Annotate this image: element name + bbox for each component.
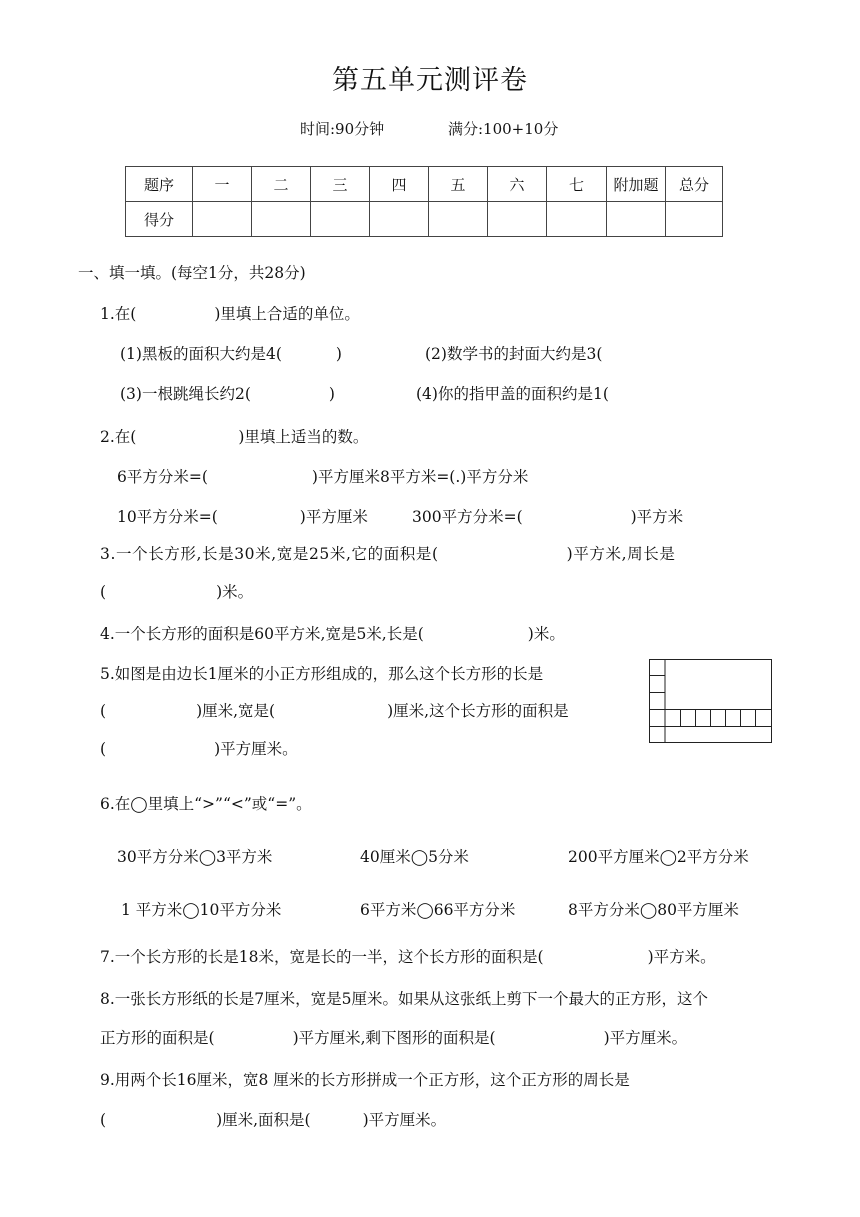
- question-text: 9.用两个长16厘米，宽8 厘米的长方形拼成一个正方形，这个正方形的周长是: [100, 1071, 630, 1089]
- question-text: )米。: [216, 583, 254, 601]
- question-text: (: [100, 583, 107, 601]
- question-3: [100, 542, 675, 564]
- score-cell[interactable]: [370, 202, 429, 237]
- compare-item[interactable]: 6平方米◯66平方分米: [360, 901, 516, 919]
- question-text: (4)你的指甲盖的面积约是1(: [416, 385, 609, 403]
- table-cell: 四: [370, 167, 429, 202]
- compare-item[interactable]: 30平方分米◯3平方米: [117, 848, 273, 866]
- compare-item[interactable]: 8平方分米◯80平方厘米: [568, 901, 739, 919]
- question-text: 7.一个长方形的长是18米，宽是长的一半，这个长方形的面积是(: [100, 948, 544, 966]
- question-text: 3.一个长方形,长是30米,宽是25米,它的面积是(: [100, 545, 439, 563]
- question-text: ): [335, 345, 342, 363]
- question-8-line-2: [100, 1026, 687, 1048]
- compare-item[interactable]: 200平方厘米◯2平方分米: [568, 848, 749, 866]
- table-cell: 五: [429, 167, 488, 202]
- score-cell[interactable]: [252, 202, 311, 237]
- question-6: [100, 792, 312, 814]
- question-1-item-2: [425, 342, 602, 364]
- score-cell[interactable]: [666, 202, 723, 237]
- page-title: 第五单元测评卷: [332, 65, 528, 96]
- question-text: )米。: [527, 625, 565, 643]
- table-cell: 七: [547, 167, 607, 202]
- compare-item[interactable]: 40厘米◯5分米: [360, 848, 469, 866]
- table-cell: 附加题: [607, 167, 666, 202]
- score-cell[interactable]: [429, 202, 488, 237]
- compare-item[interactable]: 1 平方米◯10平方分米: [121, 901, 282, 919]
- question-9-line-2: [100, 1108, 446, 1130]
- question-text: (2)数学书的封面大约是3(: [425, 345, 603, 363]
- question-9: [100, 1068, 630, 1090]
- question-text: )平方厘米。: [214, 740, 298, 758]
- question-text: 2.在(: [100, 428, 137, 446]
- question-text: )厘米,这个长方形的面积是: [387, 702, 569, 720]
- question-text: )平方厘米8平方米=(.)平方分米: [311, 468, 529, 486]
- question-text: )平方厘米: [299, 508, 368, 526]
- table-cell: 二: [252, 167, 311, 202]
- question-text: )平方米,周长是: [566, 545, 676, 563]
- score-cell[interactable]: [193, 202, 252, 237]
- question-1-item-3: [120, 382, 335, 404]
- question-text: )厘米,面积是(: [216, 1111, 311, 1129]
- table-row: [126, 167, 723, 202]
- question-text: )厘米,宽是(: [196, 702, 276, 720]
- question-3-line-2: [100, 580, 253, 602]
- question-text: 4.一个长方形的面积是60平方米,宽是5米,长是(: [100, 625, 424, 643]
- question-text: )平方厘米。: [362, 1111, 447, 1129]
- question-8: [100, 987, 708, 1009]
- question-2-line-2: [117, 505, 368, 527]
- question-5: [100, 662, 543, 684]
- table-cell: 总分: [666, 167, 723, 202]
- question-2: [100, 425, 368, 447]
- question-text: 10平方分米=(: [117, 508, 218, 526]
- question-text: (: [100, 1111, 107, 1129]
- question-5-line-2: [100, 699, 569, 721]
- question-text: )平方米: [630, 508, 684, 526]
- score-table: [125, 166, 723, 237]
- question-text: )平方厘米。: [603, 1029, 688, 1047]
- question-text: 1.在(: [100, 305, 137, 323]
- question-text: 正方形的面积是(: [100, 1029, 215, 1047]
- score-cell[interactable]: [607, 202, 666, 237]
- score-cell[interactable]: [488, 202, 547, 237]
- question-1-item-4: [416, 382, 609, 404]
- section-heading: 一、填一填。(每空1分，共28分): [78, 264, 306, 282]
- question-text: 6.在◯里填上“>”“<”或“=”。: [100, 795, 312, 813]
- table-cell: 六: [488, 167, 547, 202]
- question-2-line-1: [117, 465, 528, 487]
- question-text: )里填上适当的数。: [238, 428, 369, 446]
- question-text: )平方米。: [647, 948, 716, 966]
- question-1-item-1: [120, 342, 342, 364]
- question-4: [100, 622, 565, 644]
- score-cell[interactable]: [311, 202, 370, 237]
- exam-time: 时间:90分钟: [300, 120, 385, 138]
- table-cell: 三: [311, 167, 370, 202]
- question-text: ): [328, 385, 335, 403]
- table-row: [126, 202, 723, 237]
- question-text: 5.如图是由边长1厘米的小正方形组成的，那么这个长方形的长是: [100, 665, 544, 683]
- rectangle-grid-figure: [649, 659, 772, 743]
- question-text: (3)一根跳绳长约2(: [120, 385, 251, 403]
- question-text: (1)黑板的面积大约是4(: [120, 345, 282, 363]
- question-text: )里填上合适的单位。: [214, 305, 360, 323]
- question-5-line-3: [100, 737, 298, 759]
- question-2-line-2b: [412, 505, 683, 527]
- question-7: [100, 945, 716, 967]
- table-cell: 题序: [126, 167, 193, 202]
- table-cell: 得分: [126, 202, 193, 237]
- full-score: 满分:100+10分: [448, 120, 559, 138]
- question-text: )平方厘米,剩下图形的面积是(: [292, 1029, 496, 1047]
- question-text: (: [100, 740, 107, 758]
- question-text: 6平方分米=(: [117, 468, 208, 486]
- question-text: (: [100, 702, 107, 720]
- question-1: [100, 302, 360, 324]
- score-cell[interactable]: [547, 202, 607, 237]
- question-text: 8.一张长方形纸的长是7厘米，宽是5厘米。如果从这张纸上剪下一个最大的正方形，这个: [100, 990, 709, 1008]
- table-cell: 一: [193, 167, 252, 202]
- question-text: 300平方分米=(: [412, 508, 523, 526]
